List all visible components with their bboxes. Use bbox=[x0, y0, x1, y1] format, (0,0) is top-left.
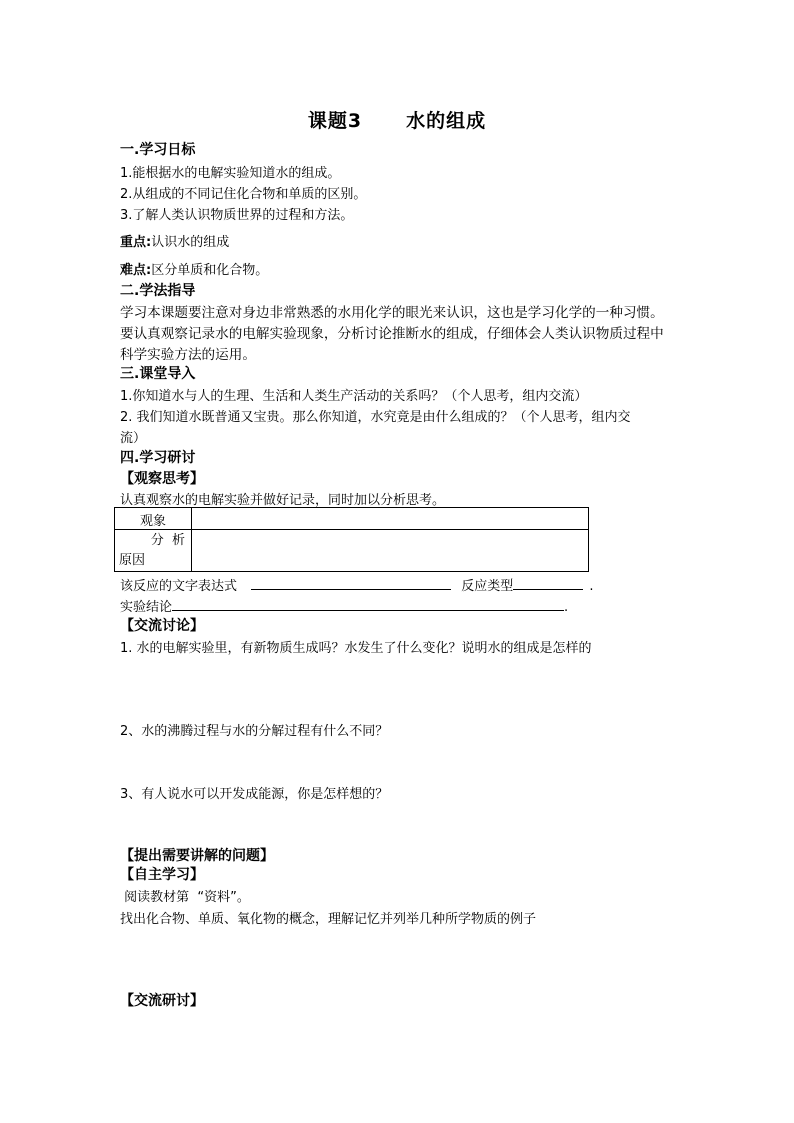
section3-heading: 三.课堂导入 bbox=[120, 366, 196, 382]
intro-line-1: 1.你知道水与人的生理、生活和人类生产活动的关系吗？（个人思考，组内交流） bbox=[120, 389, 588, 404]
key-point bbox=[120, 231, 229, 250]
goal-item-3: 3.了解人类认识物质世界的过程和方法。 bbox=[120, 208, 354, 223]
discuss-question-1: 1. 水的电解实验里，有新物质生成吗？水发生了什么变化？说明水的组成是怎样的 bbox=[120, 641, 592, 656]
intro-line-2: 2. 我们知道水既普通又宝贵。那么你知道，水究竟是由什么组成的？（个人思考，组内交 bbox=[120, 410, 631, 425]
section2-heading: 二.学法指导 bbox=[120, 283, 196, 299]
page-title bbox=[0, 106, 794, 133]
analysis-label-b: 原因 bbox=[119, 553, 146, 568]
reaction-type-blank[interactable] bbox=[513, 577, 583, 590]
reaction-type-label: 反应类型 bbox=[461, 579, 514, 594]
formula-line bbox=[120, 575, 593, 594]
conclusion-blank[interactable] bbox=[172, 598, 564, 611]
self-study-line-2: 找出化合物、单质、氧化物的概念，理解记忆并列举几种所学物质的例子 bbox=[120, 912, 537, 927]
formula-label: 该反应的文字表达式 bbox=[120, 579, 238, 594]
self-study-line-1: 阅读教材第 “资料”。 bbox=[120, 890, 250, 905]
title-name: 水的组成 bbox=[406, 110, 487, 132]
table-row-analysis bbox=[115, 530, 589, 572]
conclusion-period: . bbox=[564, 600, 569, 615]
research-heading: 【交流研讨】 bbox=[120, 993, 204, 1009]
difficulty-text: 区分单质和化合物。 bbox=[151, 263, 269, 278]
table-row-phenomenon bbox=[115, 508, 589, 530]
conclusion-line bbox=[120, 596, 568, 615]
phenomenon-cell[interactable] bbox=[192, 508, 589, 530]
ask-heading: 【提出需要讲解的问题】 bbox=[120, 848, 274, 864]
key-text: 认识水的组成 bbox=[151, 235, 230, 250]
analysis-cell[interactable] bbox=[192, 530, 589, 572]
intro-line-3: 流） bbox=[120, 431, 147, 446]
section1-heading: 一.学习日标 bbox=[120, 142, 196, 158]
goal-item-2: 2.从组成的不同记住化合物和单质的区别。 bbox=[120, 187, 367, 202]
self-study-heading: 【自主学习】 bbox=[120, 867, 204, 883]
method-line-1: 学习本课题要注意对身边非常熟悉的水用化学的眼光来认识，这也是学习化学的一种习惯。 bbox=[120, 305, 664, 321]
title-topic: 课题3 bbox=[307, 110, 363, 132]
formula-period: . bbox=[589, 579, 594, 594]
section4-heading: 四.学习研讨 bbox=[120, 450, 196, 466]
formula-blank[interactable] bbox=[251, 577, 451, 590]
analysis-label-a: 分 析 bbox=[150, 533, 185, 548]
observation-table bbox=[114, 507, 589, 572]
conclusion-label: 实验结论 bbox=[120, 600, 173, 615]
phenomenon-label: 观象 bbox=[115, 508, 192, 530]
method-line-3: 科学实验方法的运用。 bbox=[120, 347, 256, 363]
method-line-2: 要认真观察记录水的电解实验现象，分析讨论推断水的组成，仔细体会人类认识物质过程中 bbox=[120, 326, 664, 342]
difficulty-point bbox=[120, 259, 268, 278]
discuss-question-2: 2、水的沸腾过程与水的分解过程有什么不同？ bbox=[120, 724, 389, 739]
key-label: 重点: bbox=[120, 235, 152, 250]
observe-intro: 认真观察水的电解实验并做好记录，同时加以分析思考。 bbox=[120, 493, 446, 508]
analysis-label bbox=[115, 530, 192, 572]
observe-heading: 【观察思考】 bbox=[120, 471, 204, 487]
discuss-heading: 【交流讨论】 bbox=[120, 618, 204, 634]
goal-item-1: 1.能根据水的电解实验知道水的组成。 bbox=[120, 166, 341, 181]
difficulty-label: 难点: bbox=[120, 263, 152, 278]
discuss-question-3: 3、有人说水可以开发成能源，你是怎样想的？ bbox=[120, 787, 389, 802]
